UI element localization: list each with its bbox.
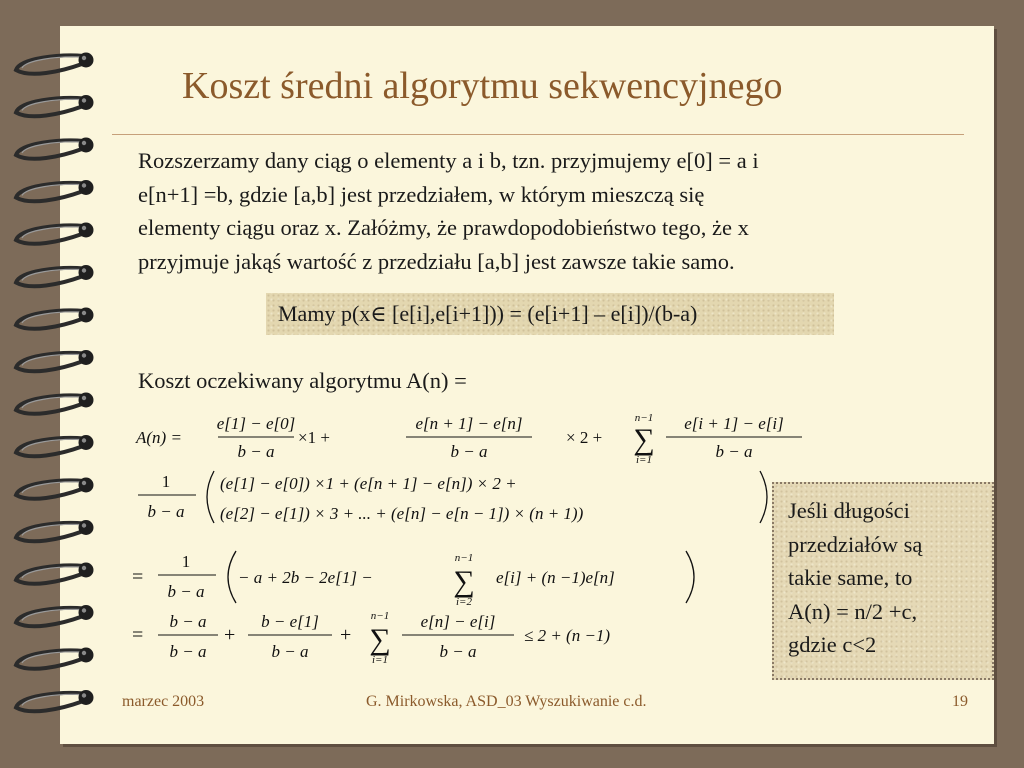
binding-hole-shine — [82, 183, 86, 187]
slide-title: Koszt średni algorytmu sekwencyjnego — [182, 65, 783, 107]
eq4-frac2-den: b − a — [271, 642, 309, 661]
binding-hole — [79, 563, 94, 578]
eq4-frac3-num: e[n] − e[i] — [420, 612, 496, 631]
eq1-frac1-den: b − a — [237, 442, 275, 461]
eq2-frac-den: b − a — [147, 502, 185, 521]
eq4-plus1: + — [224, 624, 236, 646]
eq1-sum-bot: i=1 — [636, 454, 652, 466]
eq2-frac-num: 1 — [161, 472, 171, 491]
math-derivation — [120, 405, 784, 670]
binding-hole — [79, 180, 94, 195]
paragraph-line: elementy ciągu oraz x. Załóżmy, że prawdopodobieństwo tego, że x — [138, 215, 749, 240]
probability-formula: Mamy p(x∈ [e[i],e[i+1])) = (e[i+1] – e[i])/(b-a) — [278, 301, 698, 326]
eq2-row1: (e[1] − e[0]) ×1 + (e[n + 1] − e[n]) × 2 + — [220, 474, 517, 493]
eq2-right-paren — [760, 471, 767, 523]
eq1-sum-icon: ∑ — [633, 423, 655, 456]
spiral-binding — [0, 0, 110, 768]
binding-hole-shine — [82, 268, 86, 272]
note-line: takie same, to — [788, 565, 913, 590]
binding-hole-shine — [82, 438, 86, 442]
binding-hole — [79, 265, 94, 280]
probability-formula-box — [266, 293, 834, 335]
eq1-frac3-num: e[i + 1] − e[i] — [684, 414, 784, 433]
eq4-tail: ≤ 2 + (n −1) — [524, 626, 611, 645]
binding-hole — [79, 138, 94, 153]
equation-line-4 — [132, 610, 610, 666]
binding-hole — [79, 520, 94, 535]
note-box — [772, 482, 994, 680]
eq3-left-paren — [228, 551, 236, 603]
binding-hole — [79, 350, 94, 365]
eq1-frac3-den: b − a — [715, 442, 753, 461]
binding-hole — [79, 393, 94, 408]
eq1-times2: × 2 + — [566, 428, 603, 447]
expected-cost-label: Koszt oczekiwany algorytmu A(n) = — [138, 368, 467, 393]
binding-hole — [79, 690, 94, 705]
binding-hole — [79, 308, 94, 323]
binding-hole-shine — [82, 98, 86, 102]
paragraph-line: Rozszerzamy dany ciąg o elementy a i b, tzn. przyjmujemy e[0] = a i — [138, 148, 759, 173]
paragraph-line: przyjmuje jakąś wartość z przedziału [a,b] jest zawsze takie samo. — [138, 248, 735, 274]
eq3-right-paren — [686, 551, 694, 603]
eq1-frac1-num: e[1] − e[0] — [216, 414, 296, 433]
binding-hole-shine — [82, 523, 86, 527]
equation-line-3 — [132, 551, 694, 608]
binding-hole — [79, 223, 94, 238]
binding-hole — [79, 605, 94, 620]
equation-line-1 — [135, 412, 802, 466]
binding-hole — [79, 53, 94, 68]
binding-hole-shine — [82, 693, 86, 697]
eq4-sum-top: n−1 — [370, 610, 390, 622]
title-divider — [112, 134, 964, 135]
binding-hole — [79, 478, 94, 493]
eq4-frac1-num: b − a — [169, 612, 207, 631]
note-line: przedziałów są — [788, 531, 923, 557]
binding-hole-shine — [82, 141, 86, 145]
eq2-row2: (e[2] − e[1]) × 3 + ... + (e[n] − e[n − 1]) × (n + 1)) — [220, 504, 584, 523]
eq3-frac-num: 1 — [181, 552, 191, 571]
eq1-sum-top: n−1 — [634, 412, 654, 424]
eq4-sum-bot: i=1 — [372, 654, 388, 666]
binding-hole-shine — [82, 566, 86, 570]
eq1-frac2-num: e[n + 1] − e[n] — [415, 414, 523, 433]
eq4-equals: = — [132, 624, 144, 646]
footer-page-number: 19 — [952, 693, 968, 710]
binding-hole-shine — [82, 608, 86, 612]
eq3-sum-icon: ∑ — [453, 565, 475, 598]
equation-line-2 — [138, 471, 767, 523]
binding-hole-shine — [82, 353, 86, 357]
eq4-frac3-den: b − a — [439, 642, 477, 661]
binding-hole — [79, 95, 94, 110]
binding-hole — [79, 435, 94, 450]
eq2-left-paren — [207, 471, 214, 523]
binding-hole-shine — [82, 651, 86, 655]
eq4-sum-icon: ∑ — [369, 623, 391, 656]
binding-hole-shine — [82, 311, 86, 315]
eq3-equals: = — [132, 566, 144, 588]
binding-hole-shine — [82, 481, 86, 485]
eq4-frac1-den: b − a — [169, 642, 207, 661]
binding-hole-shine — [82, 396, 86, 400]
footer-date: marzec 2003 — [122, 693, 205, 710]
eq3-sum-top: n−1 — [454, 552, 474, 564]
intro-paragraph — [138, 144, 958, 278]
eq3-body: − a + 2b − 2e[1] − — [238, 568, 373, 587]
note-line: Jeśli długości — [788, 498, 910, 523]
binding-hole-shine — [82, 226, 86, 230]
eq1-times1: ×1 + — [298, 428, 330, 447]
binding-hole — [79, 648, 94, 663]
eq1-frac2-den: b − a — [450, 442, 488, 461]
note-line: A(n) = n/2 +c, — [788, 598, 918, 624]
eq4-plus2: + — [340, 624, 352, 646]
eq3-sum-bot: i=2 — [456, 596, 472, 608]
eq1-lhs: A(n) = — [136, 428, 182, 447]
paragraph-line: e[n+1] =b, gdzie [a,b] jest przedziałem, w którym mieszczą się — [138, 181, 705, 207]
binding-hole-shine — [82, 56, 86, 60]
eq3-tail: e[i] + (n −1)e[n] — [496, 568, 615, 587]
eq4-frac2-num: b − e[1] — [261, 612, 319, 631]
footer-center: G. Mirkowska, ASD_03 Wyszukiwanie c.d. — [366, 693, 647, 710]
note-line: gdzie c<2 — [788, 632, 877, 657]
eq3-frac-den: b − a — [167, 582, 205, 601]
